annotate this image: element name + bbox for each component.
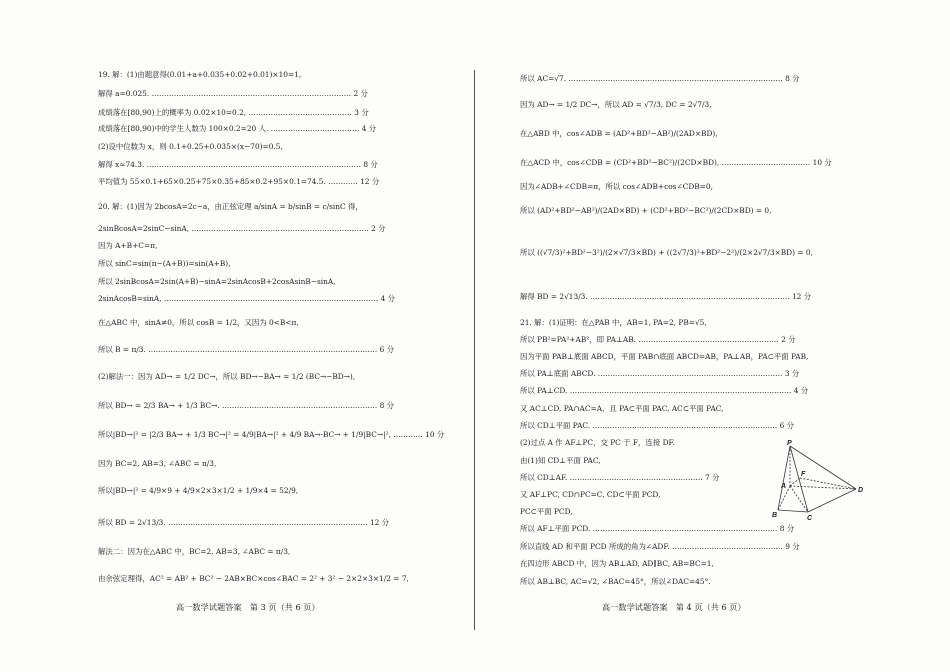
footer-left: 高一数学试题答案 第 3 页（共 6 页） bbox=[176, 602, 320, 612]
column-divider bbox=[474, 70, 475, 630]
right-line-13: 又 AC⊥CD, PA∩AC=A，且 PA⊂平面 PAC, AC⊂平面 PAC, bbox=[520, 404, 724, 413]
left-line-13: 在△ABC 中，sinA≠0，所以 cosB = 1/2，又因为 0<B<π, bbox=[98, 318, 299, 327]
label-b: B bbox=[772, 512, 778, 519]
left-line-20: 所以 BD = 2√13/3. ……………………………………………………………………… 12 分 bbox=[98, 518, 390, 527]
left-line-2: 成绩落在[80,90)上的概率为 0.02×10=0.2, …………………………………… 3 分 bbox=[98, 108, 369, 117]
right-line-6: 所以 ((√7/3)²+BD²−3²)/(2×√7/3×BD) + ((2√7/3)²+BD²−2²)/(2×2√7/3×BD) = 0, bbox=[520, 248, 813, 257]
right-line-12: 所以 PA⊥CD. ……………………………………………………………………………… 4 分 bbox=[520, 386, 809, 395]
left-line-8: 2sinBcosA=2sinC−sinA, ……………………………………………………………… 2 分 bbox=[98, 224, 386, 233]
right-line-7: 解得 BD = 2√13/3. ……………………………………………………………………… 12 分 bbox=[520, 292, 812, 301]
left-line-10: 所以 sinC=sin(π−(A+B))=sin(A+B), bbox=[98, 259, 231, 268]
right-line-21: 所以直线 AD 和平面 PCD 所成的角为∠ADF. ……………………………………… 9 分 bbox=[520, 542, 800, 551]
edge-ac bbox=[790, 486, 808, 512]
pyramid-figure bbox=[760, 440, 870, 522]
right-line-0: 所以 AC=√7. …………………………………………………………………………… 8 分 bbox=[520, 74, 800, 83]
right-line-18: 又 AF⊥PC, CD∩PC=C, CD⊂平面 PCD, bbox=[520, 490, 661, 499]
right-line-23: 所以 AB⊥BC, AC=√2, ∠BAC=45°，所以∠DAC=45°. bbox=[520, 577, 711, 586]
right-line-16: 由(1)知 CD⊥平面 PAC, bbox=[520, 456, 601, 465]
left-line-19: 所以|BD→|² = 4/9×9 + 4/9×2×3×1/2 + 1/9×4 = 52/9, bbox=[98, 486, 299, 495]
edge-bc bbox=[778, 510, 808, 512]
edge-af bbox=[790, 478, 800, 486]
left-line-22: 由余弦定理得，AC² = AB² + BC² − 2AB×BC×cos∠BAC = 2² + 3² − 2×2×3×1/2 = 7, bbox=[98, 574, 409, 583]
left-line-0: 19. 解：(1)由题意得(0.01+a+0.035+0.02+0.01)×10=1, bbox=[98, 70, 302, 79]
edge-pb bbox=[778, 446, 790, 510]
right-line-4: 因为∠ADB+∠CDB=π，所以 cos∠ADB+cos∠CDB=0, bbox=[520, 182, 713, 191]
left-column bbox=[98, 0, 448, 672]
left-line-1: 解得 a=0.025. ……………………………………………………………………… 2 分 bbox=[98, 89, 368, 98]
right-line-8: 21. 解：(1)证明：在△PAB 中，AB=1, PA=2, PB=√5, bbox=[520, 318, 707, 327]
right-line-2: 在△ABD 中，cos∠ADB = (AD²+BD²−AB²)/(2AD×BD), bbox=[520, 129, 718, 138]
right-line-3: 在△ACD 中，cos∠CDB = (CD²+BD²−BC²)/(2CD×BD), ……………………………… 10 分 bbox=[520, 158, 832, 167]
left-line-9: 因为 A+B+C=π, bbox=[98, 241, 158, 250]
left-line-3: 成绩落在[80,90)中的学生人数为 100×0.2=20 人. ……………………………… 4 分 bbox=[98, 124, 377, 133]
left-line-21: 解法二：因为在△ABC 中，BC=2, AB=3, ∠ABC = π/3, bbox=[98, 547, 291, 556]
label-f: F bbox=[801, 471, 806, 478]
right-line-14: 所以 CD⊥平面 PAC. ………………………………………………………………… 6 分 bbox=[520, 421, 795, 430]
left-line-14: 所以 B = π/3. ………………………………………………………………………………… 6 分 bbox=[98, 345, 395, 354]
left-line-18: 因为 BC=2, AB=3, ∠ABC = π/3, bbox=[98, 459, 217, 468]
left-line-16: 所以 BD→ = 2/3 BA→ + 1/3 BC→. ……………………………………………………… 8 分 bbox=[98, 401, 395, 410]
left-line-7: 20. 解：(1)因为 2bcosA=2c−a，由正弦定理 a/sinA = b/sinB = c/sinC 得， bbox=[98, 202, 363, 211]
label-d: D bbox=[858, 487, 864, 494]
right-line-19: PC⊂平面 PCD, bbox=[520, 507, 573, 516]
edge-ad bbox=[790, 486, 856, 489]
label-c: C bbox=[807, 515, 813, 522]
left-line-5: 解得 x≈74.3. …………………………………………………………………………… 8 分 bbox=[98, 160, 378, 169]
right-line-5: 所以 (AD²+BD²−AB²)/(2AD×BD) + (CD²+BD²−BC²)/(2CD×BD) = 0, bbox=[520, 206, 772, 215]
right-line-17: 所以 CD⊥AF. ……………………………………………… 7 分 bbox=[520, 473, 720, 482]
left-line-17: 所以|BD→|² = |2/3 BA→ + 1/3 BC→|² = 4/9|BA→|² + 4/9 BA→·BC→ + 1/9|BC→|², ………… 10 分 bbox=[98, 430, 445, 439]
right-line-1: 因为 AD→ = 1/2 DC→，所以 AD = √7/3, DC = 2√7/3, bbox=[520, 100, 712, 109]
right-line-22: 在四边形 ABCD 中，因为 AB⊥AD, AD∥BC, AB=BC=1, bbox=[520, 559, 714, 568]
label-p: P bbox=[787, 440, 792, 447]
right-line-9: 所以 PB²=PA²+AB²，即 PA⊥AB. ………………………………………………… 2 分 bbox=[520, 335, 796, 344]
right-line-10: 因为平面 PAB⊥底面 ABCD，平面 PAB∩底面 ABCD=AB，PA⊥AB，PA⊂平面 PAB, bbox=[520, 352, 809, 361]
left-line-11: 所以 2sinBcosA=2sin(A+B)−sinA=2sinAcosB+2cosAsinB−sinA, bbox=[98, 277, 336, 286]
label-a: A bbox=[781, 483, 787, 490]
left-line-15: (2)解法一：因为 AD→ = 1/2 DC→，所以 BD→−BA→ = 1/2 (BC→−BD→), bbox=[98, 372, 356, 381]
right-line-20: 所以 AF⊥平面 PCD. ………………………………………………………………… 8 分 bbox=[520, 524, 795, 533]
left-line-4: (2)设中位数为 x，则 0.1+0.25+0.035×(x−70)=0.5, bbox=[98, 142, 283, 151]
right-line-11: 所以 PA⊥底面 ABCD. ………………………………………………………………… 3 分 bbox=[520, 369, 800, 378]
right-column bbox=[520, 0, 865, 672]
left-line-6: 平均值为 55×0.1+65×0.25+75×0.35+85×0.2+95×0.1=74.5. ………… 12 分 bbox=[98, 177, 380, 186]
left-line-12: 2sinAcosB=sinA, …………………………………………………………………………… 4 分 bbox=[98, 294, 396, 303]
footer-right: 高一数学试题答案 第 4 页（共 6 页） bbox=[602, 602, 746, 612]
right-line-15: (2)过点 A 作 AF⊥PC，交 PC 于 F，连接 DF. bbox=[520, 438, 675, 447]
edge-cd bbox=[808, 489, 856, 512]
